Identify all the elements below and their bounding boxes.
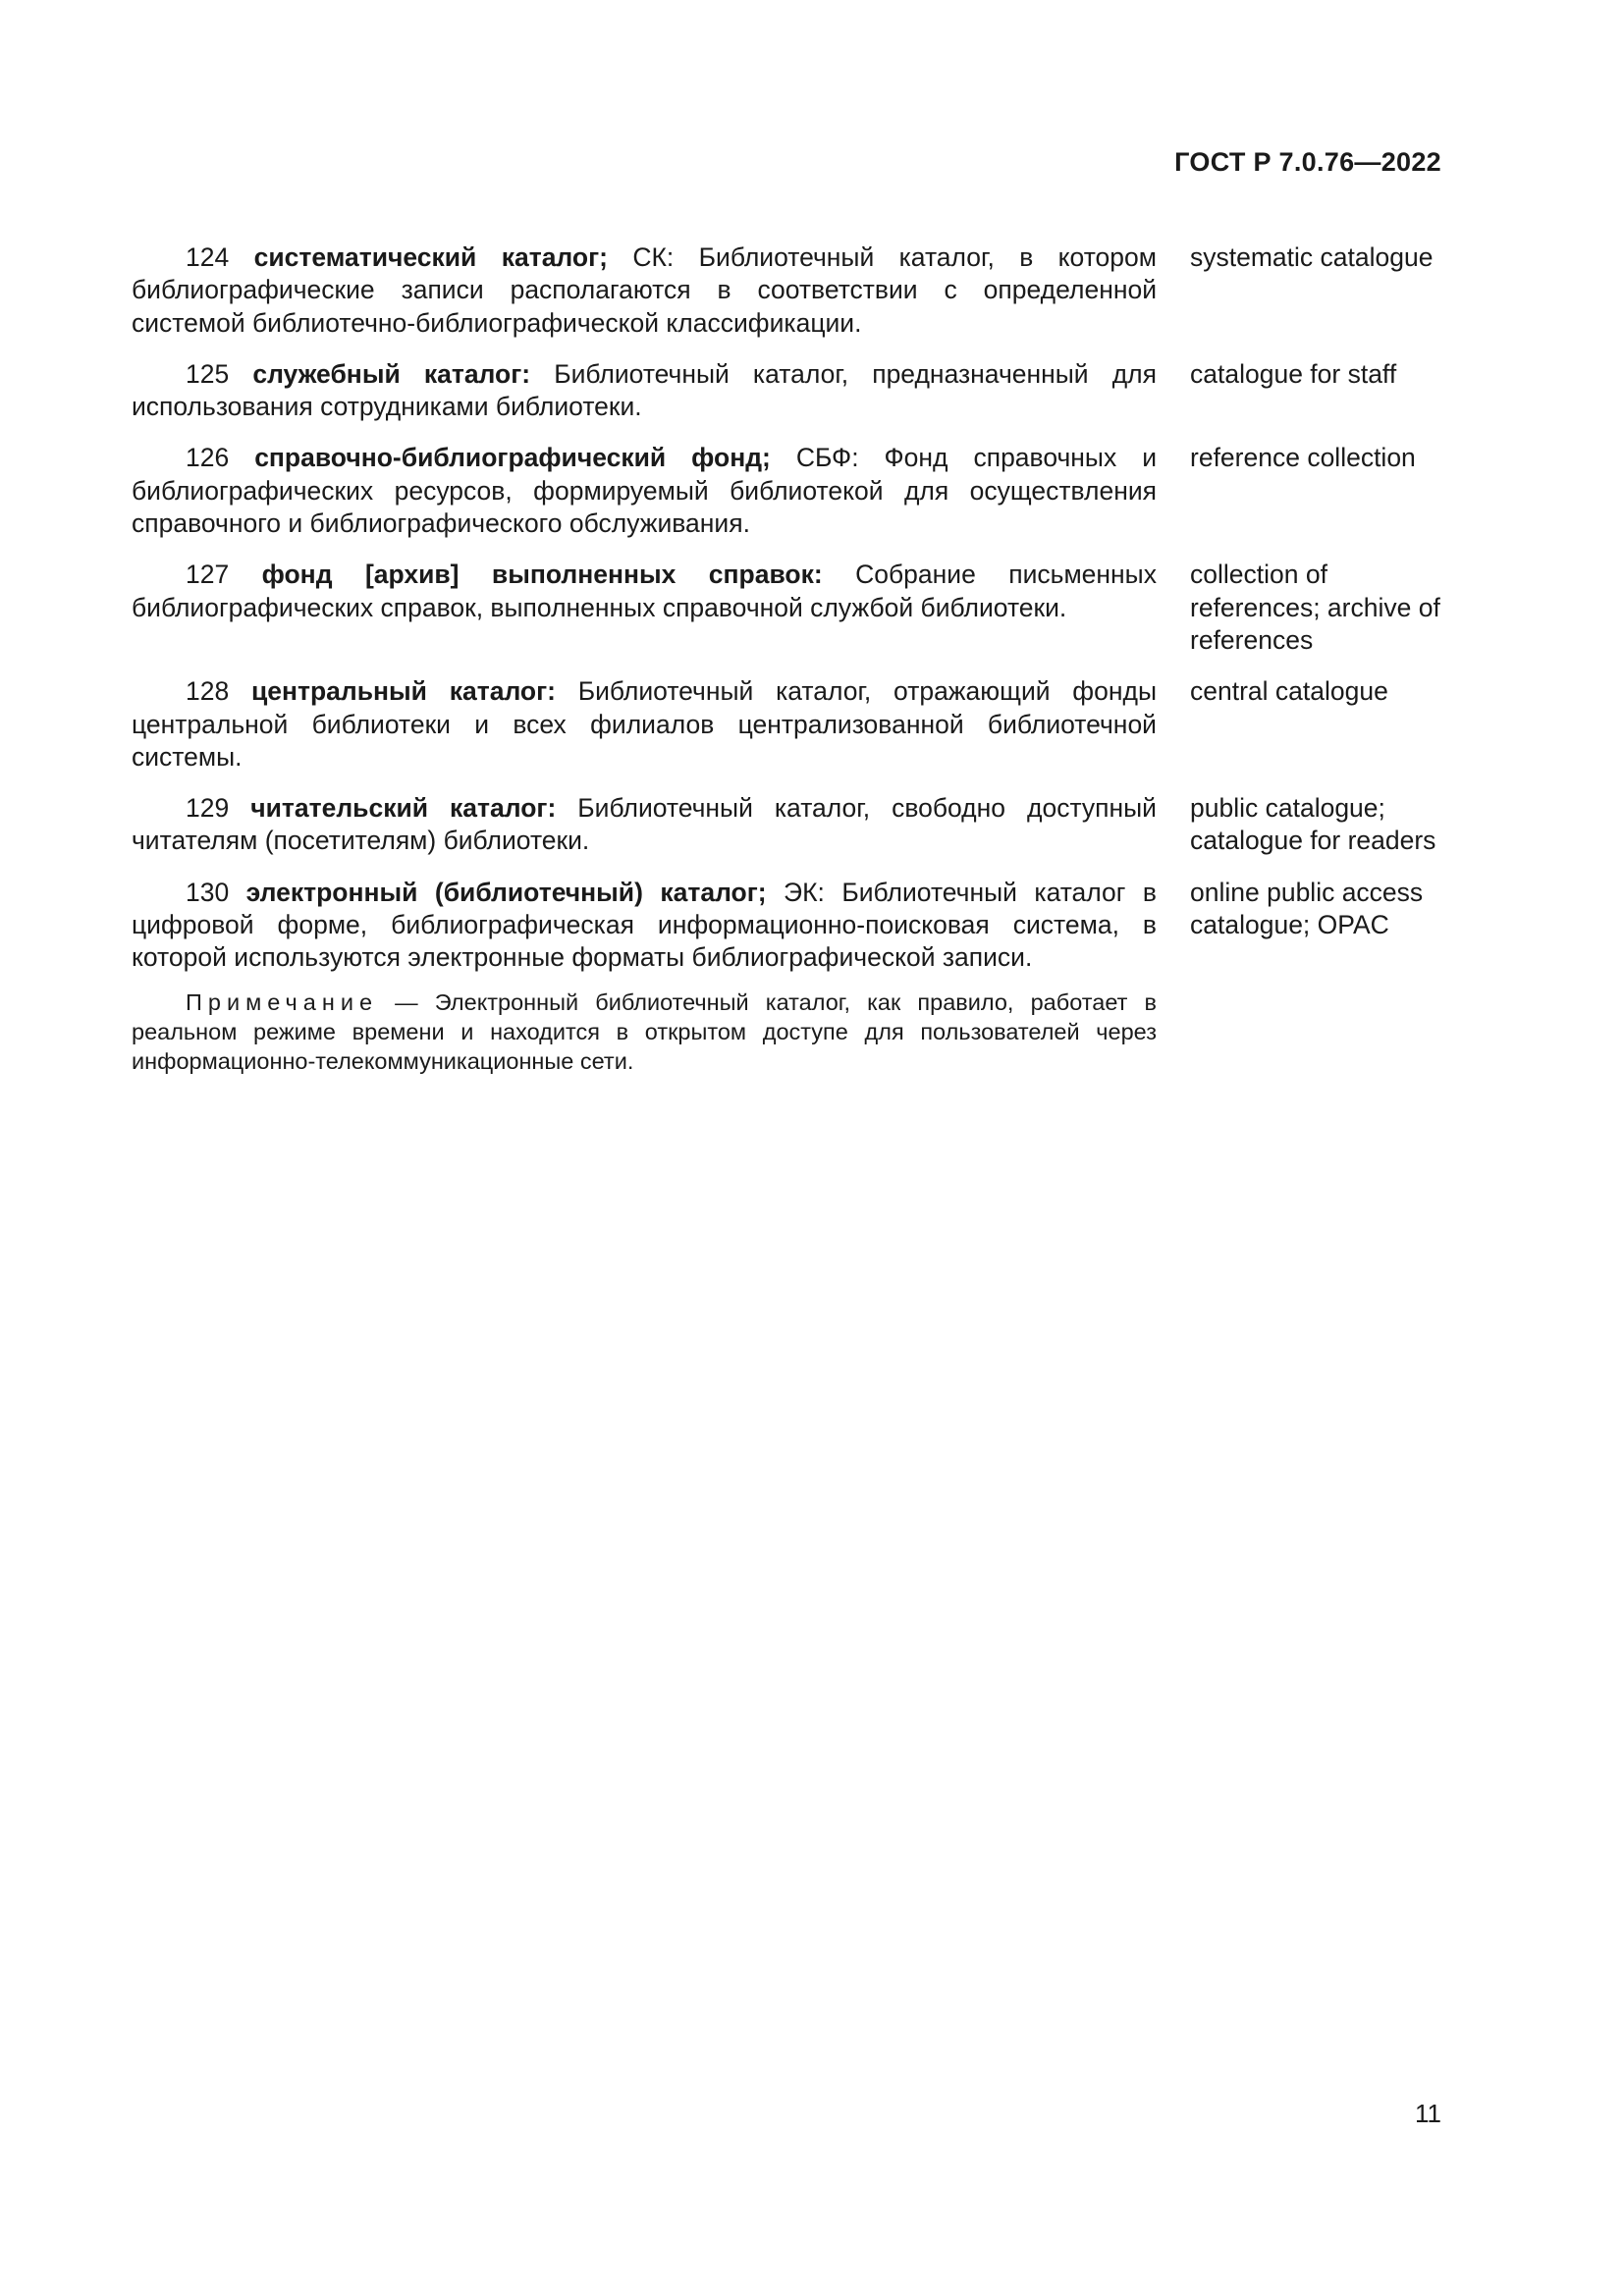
definition-text: СК: Библиотечный каталог, в котором библиографические записи располагаются в соответствии с определенной системой библиотечно-библиографической классификации.	[132, 242, 1157, 338]
definition-text: Собрание письменных библиографических справок, выполненных справочной службой библиотеки.	[132, 560, 1157, 622]
term-number: 126	[186, 443, 230, 473]
term-entry-128	[132, 675, 1447, 774]
note-text: — Электронный библиотечный каталог, как правило, работает в реальном режиме времени и находится в открытом доступе для пользователей через информационно-телекоммуникационные сети.	[132, 988, 1157, 1074]
term-number: 128	[186, 676, 230, 707]
term-name: служебный каталог:	[252, 358, 531, 389]
term-entry-126	[132, 442, 1447, 540]
definition-text: Библиотечный каталог, свободно доступный читателям (посетителям) библиотеки.	[132, 793, 1157, 856]
term-number: 124	[186, 242, 230, 272]
term-definition	[132, 559, 1157, 657]
term-number: 129	[186, 793, 230, 824]
english-equivalent: central catalogue	[1190, 676, 1388, 707]
definition-text: ЭК: Библиотечный каталог в цифровой форме, библиографическая информационно-поисковая система, в которой используются электронные форматы библиографической записи.	[132, 877, 1157, 973]
term-name: справочно-библиографический фонд;	[254, 443, 771, 473]
terms-list	[132, 241, 1447, 1076]
term-definition	[132, 877, 1157, 975]
note	[132, 988, 1157, 1076]
term-entry-124	[132, 241, 1447, 340]
english-equivalent: systematic catalogue	[1190, 242, 1434, 272]
definition-text: Библиотечный каталог, отражающий фонды центральной библиотеки и всех филиалов централизованной библиотечной системы.	[132, 676, 1157, 772]
term-name: электронный (библиотечный) каталог;	[245, 877, 767, 907]
term-definition	[132, 358, 1157, 424]
term-entry-127	[132, 559, 1447, 657]
term-number: 130	[186, 877, 230, 907]
definition-text: СБФ: Фонд справочных и библиографических ресурсов, формируемый библиотекой для осуществления справочного и библиографического обслуживания.	[132, 443, 1157, 539]
term-entry-129	[132, 792, 1447, 858]
term-definition	[132, 241, 1157, 340]
english-equivalent: public catalogue; catalogue for readers	[1190, 793, 1436, 856]
english-equivalent: reference collection	[1190, 443, 1416, 473]
term-entry-125	[132, 358, 1447, 424]
english-equivalent: collection of references; archive of references	[1190, 560, 1440, 655]
term-number: 127	[186, 560, 230, 590]
term-name: читательский каталог:	[250, 793, 557, 824]
page-number: 11	[1415, 2099, 1441, 2128]
note-label: Примечание	[186, 988, 379, 1015]
term-number: 125	[186, 358, 230, 389]
term-definition	[132, 442, 1157, 540]
term-name: центральный каталог:	[250, 676, 556, 707]
term-name: фонд [архив] выполненных справок:	[261, 560, 823, 590]
term-definition	[132, 792, 1157, 858]
english-equivalent: catalogue for staff	[1190, 358, 1397, 389]
term-name: систематический каталог;	[253, 242, 608, 272]
definition-text: Библиотечный каталог, предназначенный для использования сотрудниками библиотеки.	[132, 358, 1157, 422]
term-entry-130	[132, 877, 1447, 975]
term-definition	[132, 675, 1157, 774]
english-equivalent: online public access catalogue; OPAC	[1190, 877, 1424, 940]
standard-designation: ГОСТ Р 7.0.76—2022	[1174, 147, 1441, 177]
